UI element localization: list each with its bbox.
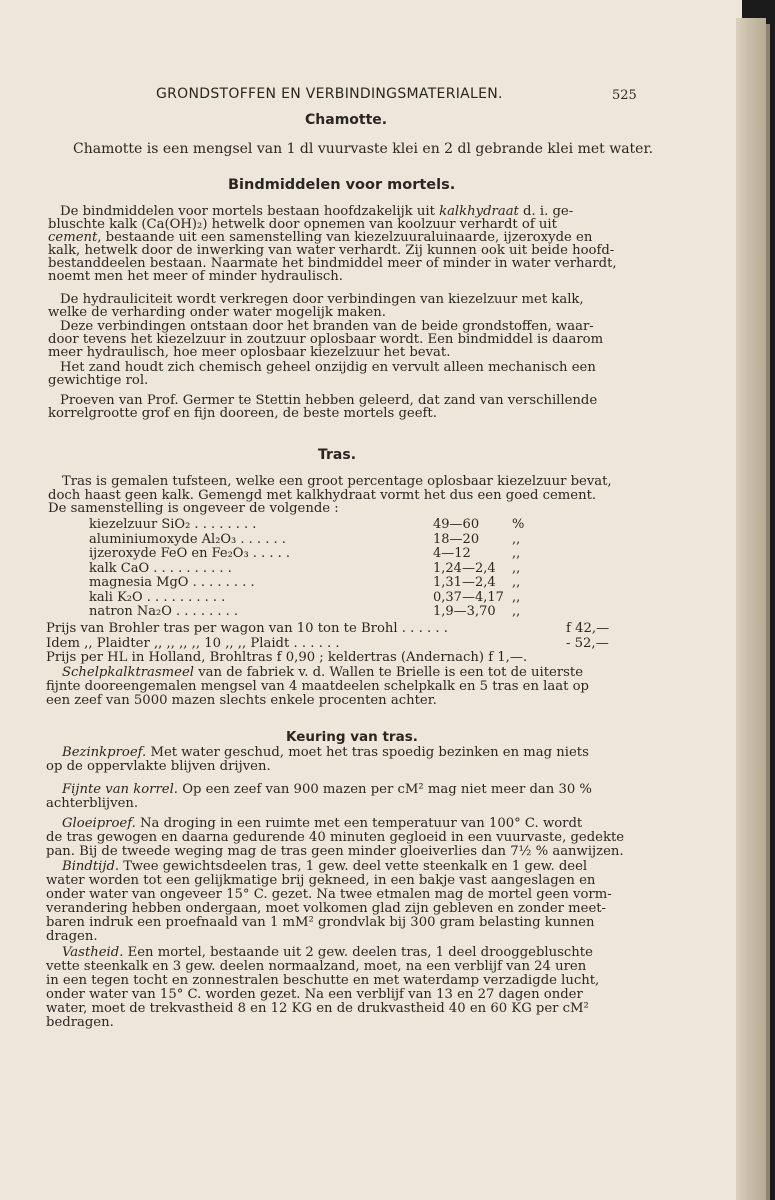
tras-intro-line: doch haast geen kalk. Gemengd met kalkhydraat vormt het dus een goed cement.	[48, 488, 597, 503]
schelpkalk-line: Schelpkalktrasmeel van de fabriek v. d. Wallen te Brielle is een tot de uiterste	[62, 665, 583, 680]
bindmiddelen-line: bluschte kalk (Ca(OH)₂) hetwelk door opnemen van koolzuur verhardt of uit	[48, 217, 557, 232]
keuring-line: onder water van ongeveer 15° C. gezet. Na twee etmalen mag de mortel geen vorm-	[46, 887, 612, 902]
schelpkalk-line: een zeef van 5000 mazen slechts enkele procenten achter.	[46, 693, 437, 708]
keuring-line: de tras gewogen en daarna gedurende 40 minuten gegloeid in een vuurvaste, gedekte	[46, 830, 625, 845]
price-amount: f 42,—	[566, 621, 610, 636]
bindmiddelen-line: meer hydraulisch, hoe meer oplosbaar kiezelzuur het bevat.	[48, 345, 451, 360]
section-title-bindmiddelen: Bindmiddelen voor mortels.	[228, 177, 456, 193]
composition-row: kalk CaO . . . . . . . . . .	[89, 560, 232, 576]
composition-unit: ,,	[512, 560, 521, 576]
keuring-line: in een tegen tocht en zonnestralen beschutte en met waterdamp verzadigde lucht,	[46, 973, 600, 988]
bindmiddelen-line: kalk, hetwelk door de inwerking van water verhardt. Zij kunnen ook uit beide hoofd-	[48, 243, 615, 258]
composition-row: natron Na₂O . . . . . . . .	[89, 604, 239, 619]
keuring-line: bedragen.	[46, 1015, 114, 1030]
composition-row: kali K₂O . . . . . . . . . .	[89, 589, 226, 605]
price-line: Idem ,, Plaidter ,, ,, ,, ,, 10 ,, ,, Plaidt . . . . . .	[46, 635, 340, 651]
keuring-line: onder water van 15° C. worden gezet. Na een verblijf van 13 en 27 dagen onder	[46, 987, 583, 1002]
tras-intro-line: Tras is gemalen tufsteen, welke een groot percentage oplosbaar kiezelzuur bevat,	[62, 474, 612, 489]
keuring-line: Vastheid. Een mortel, bestaande uit 2 gew. deelen tras, 1 deel drooggebluschte	[62, 945, 593, 960]
bindmiddelen-line: Deze verbindingen ontstaan door het branden van de beide grondstoffen, waar-	[60, 319, 594, 334]
keuring-line: Bindtijd. Twee gewichtsdeelen tras, 1 gew. deel vette steenkalk en 1 gew. deel	[62, 859, 588, 874]
keuring-line: vette steenkalk en 3 gew. deelen normaalzand, moet, na een verblijf van 24 uren	[46, 959, 587, 974]
bindmiddelen-line: bestanddeelen bestaan. Naarmate het bindmiddel meer of minder in water verhardt,	[48, 256, 617, 271]
page-edge	[736, 18, 766, 1200]
composition-unit: %	[512, 517, 525, 532]
composition-value: 1,9—3,70	[433, 604, 496, 619]
keuring-line: water, moet de trekvastheid 8 en 12 KG en de drukvastheid 40 en 60 KG per cM²	[46, 1001, 589, 1016]
chamotte-text: Chamotte is een mengsel van 1 dl vuurvaste klei en 2 dl gebrande klei met water.	[73, 141, 654, 157]
composition-value: 1,24—2,4	[433, 560, 496, 576]
composition-unit: ,,	[512, 531, 521, 547]
price-amount: - 52,—	[566, 635, 609, 651]
composition-value: 4—12	[433, 546, 471, 561]
keuring-line: achterblijven.	[46, 796, 139, 811]
page-number: 525	[612, 88, 637, 103]
bindmiddelen-line: Het zand houdt zich chemisch geheel onzijdig en vervult alleen mechanisch een	[60, 360, 596, 375]
keuring-line: op de oppervlakte blijven drijven.	[46, 759, 271, 774]
bindmiddelen-line: De bindmiddelen voor mortels bestaan hoofdzakelijk uit kalkhydraat d. i. ge-	[60, 204, 574, 219]
price-line-holland: Prijs per HL in Holland, Brohltras f 0,90 ; keldertras (Andernach) f 1,—.	[46, 650, 528, 665]
composition-row: magnesia MgO . . . . . . . .	[89, 575, 255, 590]
composition-unit: ,,	[512, 546, 521, 561]
bindmiddelen-line: door tevens het kiezelzuur in zoutzuur oplosbaar wordt. Een bindmiddel is daarom	[48, 332, 604, 347]
composition-row: kiezelzuur SiO₂ . . . . . . . .	[89, 517, 257, 532]
tras-intro-line: De samenstelling is ongeveer de volgende :	[48, 501, 339, 516]
keuring-line: Bezinkproef. Met water geschud, moet het tras spoedig bezinken en mag niets	[62, 745, 589, 760]
bindmiddelen-line: cement, bestaande uit een samenstelling van kiezelzuuraluinaarde, ijzeroxyde en	[48, 230, 593, 245]
bindmiddelen-line: gewichtige rol.	[48, 373, 149, 388]
composition-value: 18—20	[433, 531, 480, 547]
composition-unit: ,,	[512, 575, 521, 590]
composition-row: ijzeroxyde FeO en Fe₂O₃ . . . . .	[89, 546, 290, 561]
bindmiddelen-line: welke de verharding onder water mogelijk maken.	[48, 305, 386, 320]
keuring-line: water worden tot een gelijkmatige brij gekneed, in een bakje vast aangeslagen en	[46, 873, 596, 888]
composition-value: 0,37—4,17	[433, 589, 504, 605]
bindmiddelen-line: korrelgrootte grof en fijn dooreen, de beste mortels geeft.	[48, 406, 437, 421]
keuring-line: pan. Bij de tweede weging mag de tras geen minder gloeiverlies dan 7½ % aanwijzen.	[46, 844, 624, 859]
price-line: Prijs van Brohler tras per wagon van 10 ton te Brohl . . . . . .	[46, 621, 448, 636]
schelpkalk-line: fijnte dooreengemalen mengsel van 4 maatdeelen schelpkalk en 5 tras en laat op	[46, 679, 589, 694]
section-title-tras: Tras.	[318, 447, 357, 463]
composition-value: 1,31—2,4	[433, 575, 496, 590]
keuring-line: verandering hebben ondergaan, moet volkomen glad zijn gebleven en zonder meet-	[46, 901, 607, 916]
composition-unit: ,,	[512, 604, 521, 619]
keuring-line: Fijnte van korrel. Op een zeef van 900 mazen per cM² mag niet meer dan 30 %	[62, 782, 592, 797]
bindmiddelen-line: De hydrauliciteit wordt verkregen door verbindingen van kiezelzuur met kalk,	[60, 292, 584, 307]
section-title-chamotte: Chamotte.	[305, 112, 388, 128]
composition-row: aluminiumoxyde Al₂O₃ . . . . . .	[89, 531, 286, 547]
composition-unit: ,,	[512, 589, 521, 605]
bindmiddelen-line: noemt men het meer of minder hydraulisch.	[48, 269, 343, 284]
bindmiddelen-line: Proeven van Prof. Germer te Stettin hebben geleerd, dat zand van verschillende	[60, 393, 598, 408]
keuring-line: dragen.	[46, 929, 98, 944]
keuring-line: baren indruk een proefnaald van 1 mM² grondvlak bij 300 gram belasting kunnen	[46, 915, 595, 930]
section-title-keuring: Keuring van tras.	[286, 729, 418, 745]
keuring-line: Gloeiproef. Na droging in een ruimte met een temperatuur van 100° C. wordt	[62, 816, 583, 831]
composition-value: 49—60	[433, 517, 480, 532]
running-title: GRONDSTOFFEN EN VERBINDINGSMATERIALEN.	[156, 86, 503, 102]
page-edge-shadow	[766, 24, 770, 1200]
